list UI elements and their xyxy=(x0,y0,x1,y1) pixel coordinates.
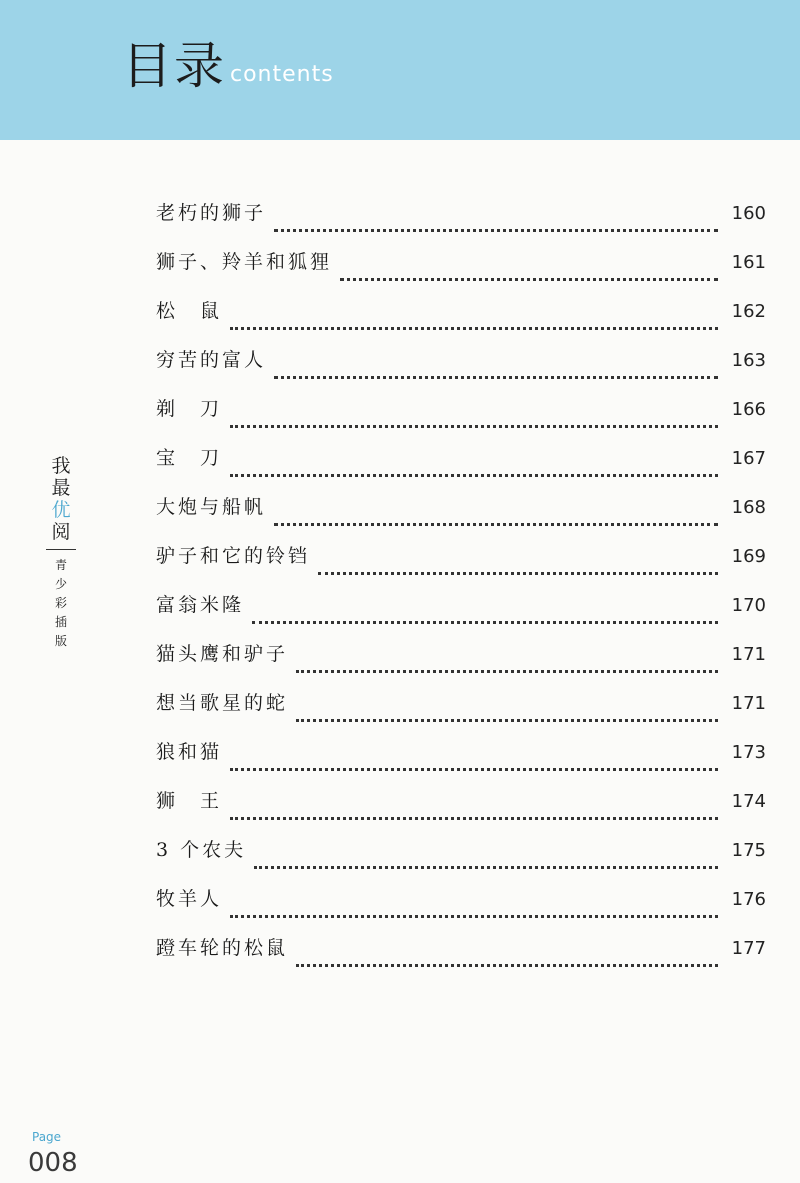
toc-entry-page: 171 xyxy=(731,644,766,665)
toc-entry-title: 3 个农夫 xyxy=(156,839,247,861)
leader-dots xyxy=(254,854,718,869)
edition-char: 版 xyxy=(54,634,67,648)
toc-entry-page: 176 xyxy=(731,889,766,910)
toc-entry-title: 牧羊人 xyxy=(156,888,223,910)
toc-entry-page: 161 xyxy=(731,252,766,273)
leader-dots xyxy=(296,952,718,967)
toc-entry-title: 老朽的狮子 xyxy=(156,202,267,224)
toc-entry-page: 177 xyxy=(731,938,766,959)
toc-entry[interactable] xyxy=(156,443,766,492)
toc-entry[interactable] xyxy=(156,590,766,639)
edition-char: 少 xyxy=(54,577,67,591)
leader-dots xyxy=(230,462,718,477)
toc-entry-title: 松 鼠 xyxy=(156,300,223,322)
toc-entry[interactable] xyxy=(156,786,766,835)
toc-entry-title: 宝 刀 xyxy=(156,447,223,469)
series-name xyxy=(51,455,70,543)
toc-entry-page: 166 xyxy=(731,399,766,420)
toc-list xyxy=(156,198,766,982)
leader-dots xyxy=(274,217,718,232)
series-char-highlight: 优 xyxy=(51,499,71,521)
divider xyxy=(46,549,76,550)
leader-dots xyxy=(274,364,718,379)
toc-entry-title: 蹬车轮的松鼠 xyxy=(156,937,289,959)
series-edition xyxy=(55,556,67,651)
toc-entry[interactable] xyxy=(156,296,766,345)
toc-entry-title: 剃 刀 xyxy=(156,398,223,420)
toc-entry[interactable] xyxy=(156,541,766,590)
toc-entry[interactable] xyxy=(156,933,766,982)
toc-entry-title: 富翁米隆 xyxy=(156,594,245,616)
toc-entry-title: 穷苦的富人 xyxy=(156,349,267,371)
toc-entry[interactable] xyxy=(156,835,766,884)
series-label xyxy=(44,455,78,651)
page-label: Page xyxy=(32,1130,62,1144)
toc-entry-page: 174 xyxy=(731,791,766,812)
toc-entry-page: 170 xyxy=(731,595,766,616)
toc-entry[interactable] xyxy=(156,884,766,933)
toc-entry-page: 173 xyxy=(731,742,766,763)
toc-entry-title: 想当歌星的蛇 xyxy=(156,692,289,714)
series-char: 阅 xyxy=(51,521,71,543)
toc-entry-page: 162 xyxy=(731,301,766,322)
toc-entry[interactable] xyxy=(156,394,766,443)
toc-entry-title: 大炮与船帆 xyxy=(156,496,267,518)
edition-char: 彩 xyxy=(54,596,67,610)
toc-entry-page: 169 xyxy=(731,546,766,567)
toc-entry-title: 驴子和它的铃铛 xyxy=(156,545,311,567)
leader-dots xyxy=(230,756,718,771)
leader-dots xyxy=(230,413,718,428)
leader-dots xyxy=(230,805,718,820)
leader-dots xyxy=(296,658,718,673)
toc-entry[interactable] xyxy=(156,639,766,688)
series-char: 最 xyxy=(51,477,71,499)
leader-dots xyxy=(274,511,718,526)
page-number: 008 xyxy=(28,1148,78,1178)
toc-entry-page: 160 xyxy=(731,203,766,224)
page-subtitle: contents xyxy=(230,62,334,87)
edition-char: 青 xyxy=(54,558,67,572)
leader-dots xyxy=(252,609,718,624)
toc-entry[interactable] xyxy=(156,688,766,737)
series-char: 我 xyxy=(51,455,71,477)
toc-entry-title: 狮子、羚羊和狐狸 xyxy=(156,251,333,273)
edition-char: 插 xyxy=(54,615,67,629)
toc-entry-page: 171 xyxy=(731,693,766,714)
page-title: 目录 xyxy=(122,37,226,95)
header-banner xyxy=(0,0,800,140)
toc-entry[interactable] xyxy=(156,345,766,394)
leader-dots xyxy=(296,707,718,722)
leader-dots xyxy=(230,903,718,918)
leader-dots xyxy=(230,315,718,330)
toc-entry[interactable] xyxy=(156,737,766,786)
toc-entry[interactable] xyxy=(156,492,766,541)
toc-entry-page: 167 xyxy=(731,448,766,469)
toc-entry-title: 猫头鹰和驴子 xyxy=(156,643,289,665)
leader-dots xyxy=(340,266,718,281)
toc-entry-page: 175 xyxy=(731,840,766,861)
toc-entry[interactable] xyxy=(156,198,766,247)
toc-entry-page: 168 xyxy=(731,497,766,518)
leader-dots xyxy=(318,560,718,575)
toc-entry-title: 狮 王 xyxy=(156,790,223,812)
toc-entry[interactable] xyxy=(156,247,766,296)
toc-entry-page: 163 xyxy=(731,350,766,371)
toc-entry-title: 狼和猫 xyxy=(156,741,223,763)
